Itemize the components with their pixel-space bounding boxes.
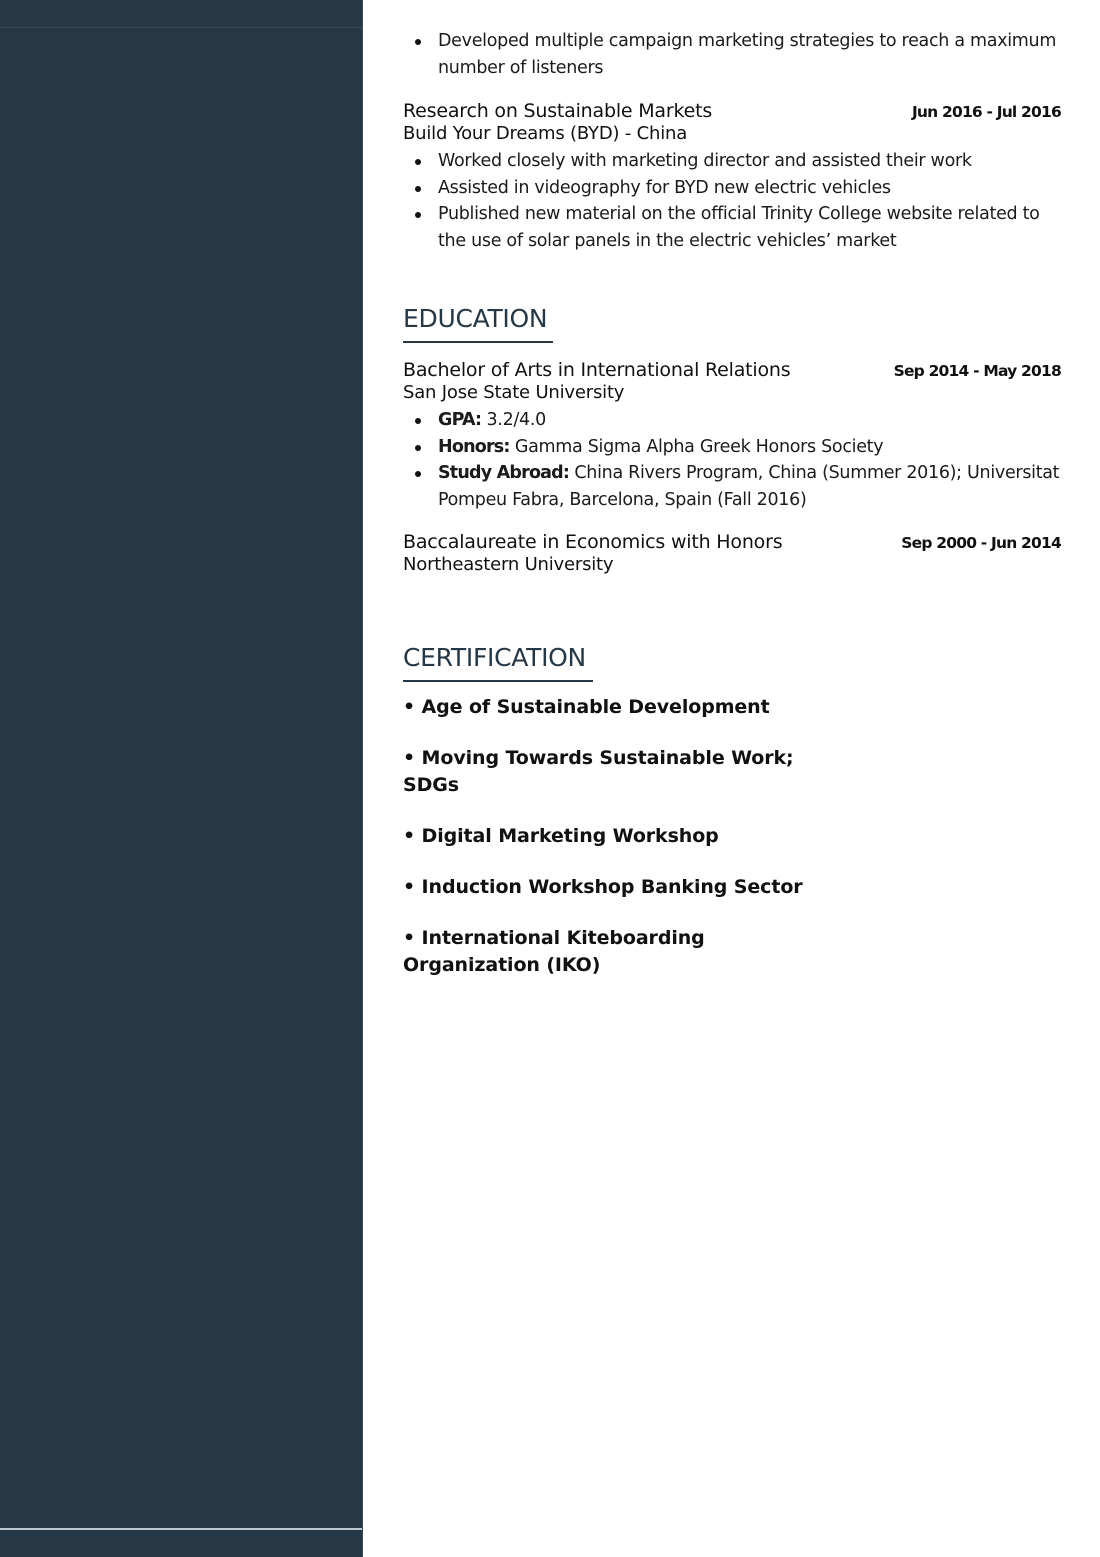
education-entry (403, 531, 1061, 575)
detail-item (403, 407, 1061, 434)
education-entry (403, 359, 1061, 513)
certification-item: • Age of Sustainable Development (403, 696, 770, 718)
detail-label: Honors: (438, 436, 510, 457)
detail-item (403, 460, 1061, 513)
certification-item: • International Kiteboarding Organization (IKO) (403, 927, 705, 976)
entry-date: Sep 2000 - Jun 2014 (901, 534, 1061, 552)
detail-value: Gamma Sigma Alpha Greek Honors Society (509, 436, 884, 457)
certification-item: • Digital Marketing Workshop (403, 825, 719, 847)
sidebar-divider-bottom (0, 1528, 362, 1530)
entry-degree: Baccalaureate in Economics with Honors (403, 531, 783, 553)
sidebar-divider-top (0, 27, 362, 28)
certification-section (403, 643, 1061, 979)
certification-item: • Moving Towards Sustainable Work; SDGs (403, 747, 794, 796)
detail-item (403, 434, 1061, 461)
education-section (403, 304, 1061, 575)
detail-label: Study Abroad: (438, 463, 570, 483)
entry-bullets (403, 148, 1061, 254)
section-title: EDUCATION (403, 304, 548, 333)
entry-date: Jun 2016 - Jul 2016 (911, 103, 1061, 121)
certification-list (403, 694, 833, 979)
detail-value: 3.2/4.0 (481, 410, 546, 430)
entry-degree: Bachelor of Arts in International Relations (403, 359, 791, 381)
entry-school: Northeastern University (403, 554, 614, 575)
experience-entry (403, 100, 1061, 254)
bullet-item: Assisted in videography for BYD new electric vehicles (403, 175, 1061, 202)
certification-item: • Induction Workshop Banking Sector (403, 876, 803, 898)
entry-date: Sep 2014 - May 2018 (893, 362, 1061, 380)
entry-company: Build Your Dreams (BYD) - China (403, 123, 688, 144)
entry-title: Research on Sustainable Markets (403, 100, 713, 122)
bullet-item: Worked closely with marketing director and assisted their work (403, 148, 1061, 175)
section-rule (403, 680, 593, 682)
bullet-item: Published new material on the official Trinity College website related to the use of solar panels in the electric vehicles’ market (403, 201, 1061, 254)
previous-entry-bullets (403, 28, 1063, 81)
detail-label: GPA: (438, 410, 482, 430)
entry-details (403, 407, 1061, 513)
bullet-item: Developed multiple campaign marketing strategies to reach a maximum number of listeners (403, 28, 1063, 81)
sidebar (0, 0, 363, 1557)
entry-school: San Jose State University (403, 382, 625, 403)
section-rule (403, 341, 553, 343)
section-title: CERTIFICATION (403, 643, 586, 672)
detail-value: China Rivers Program, China (Summer 2016); Universitat Pompeu Fabra, Barcelona, Spain (Fall 2016) (438, 463, 1060, 510)
